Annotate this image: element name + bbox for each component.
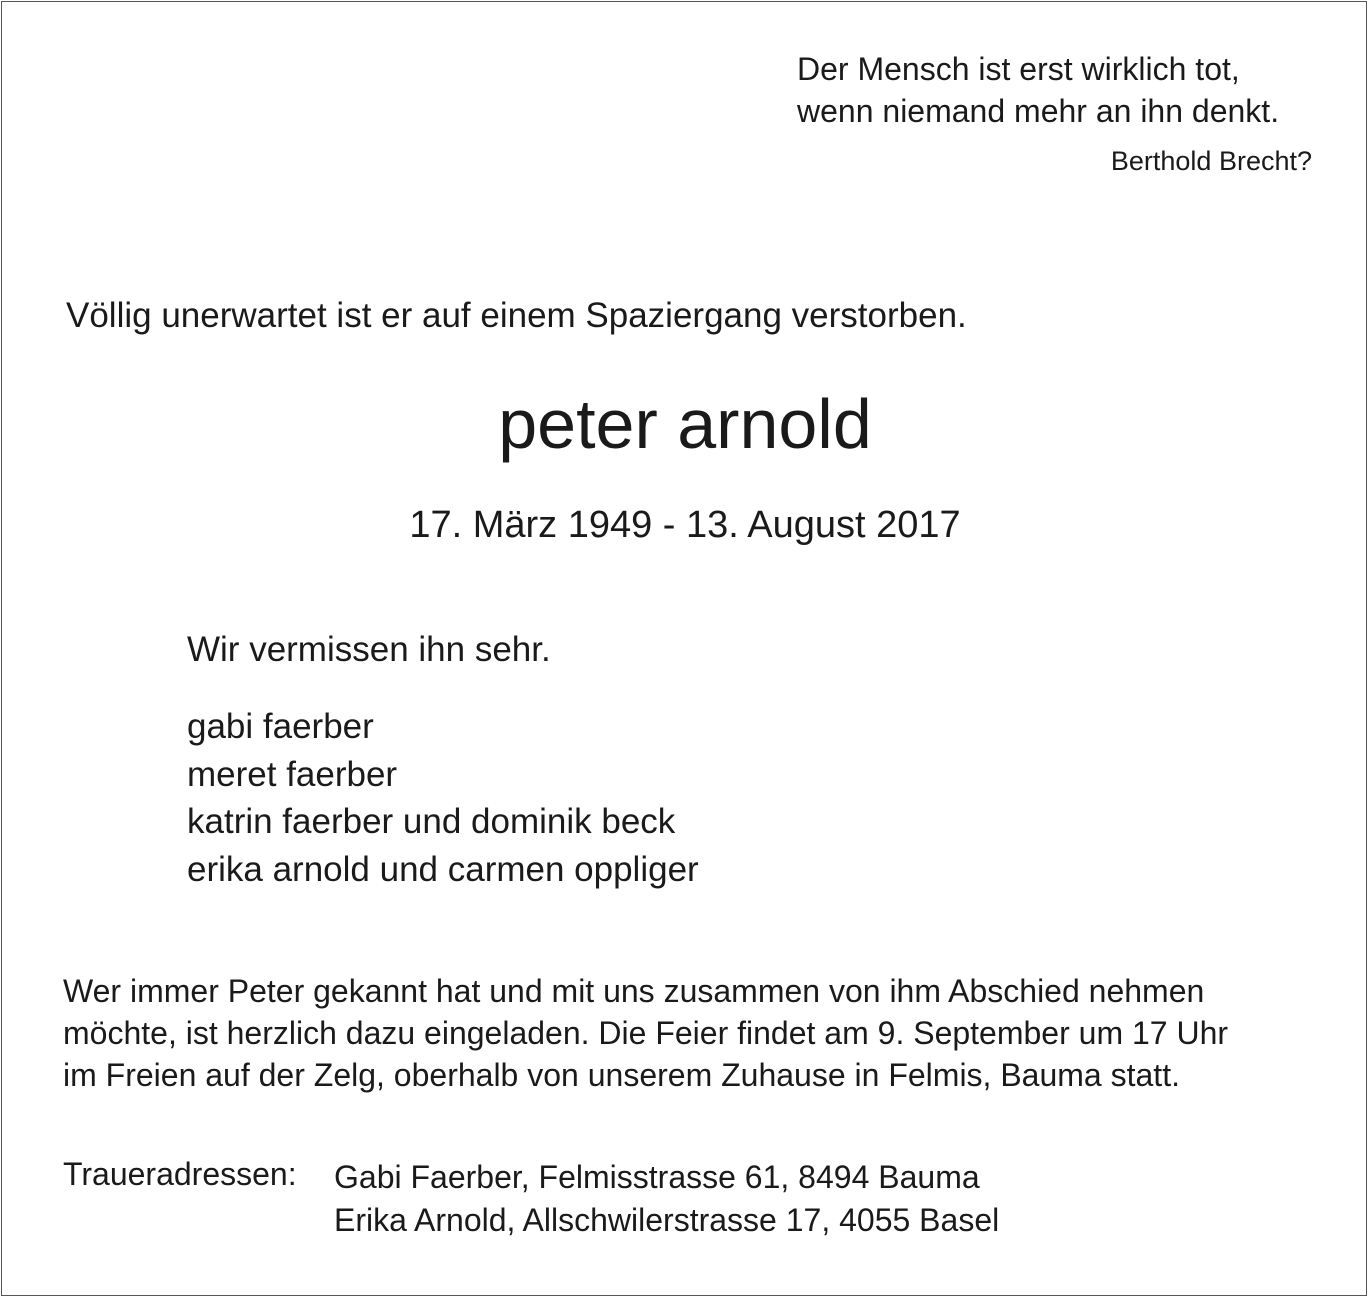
address-entry: Erika Arnold, Allschwilerstrasse 17, 4055 Basel: [334, 1202, 1000, 1238]
invitation-line: möchte, ist herzlich dazu eingeladen. Die Feier findet am 9. September um 17 Uhr: [63, 1015, 1229, 1051]
mourner-name: gabi faerber: [187, 707, 374, 746]
address-entry: Gabi Faerber, Felmisstrasse 61, 8494 Bauma: [334, 1159, 980, 1195]
invitation-line: im Freien auf der Zelg, oberhalb von unserem Zuhause in Felmis, Bauma statt.: [63, 1057, 1180, 1093]
mourner-name: meret faerber: [187, 754, 398, 794]
mourners-list: [187, 703, 699, 893]
miss-text: Wir vermissen ihn sehr.: [187, 630, 551, 669]
invitation-text: [63, 970, 1228, 1096]
addresses-label: Traueradressen:: [63, 1156, 297, 1192]
quote-line: wenn niemand mehr an ihn denkt.: [797, 93, 1280, 129]
addresses-list: [334, 1156, 999, 1242]
quote-author: Berthold Brecht?: [1110, 146, 1312, 176]
quote-line: Der Mensch ist erst wirklich tot,: [797, 51, 1240, 87]
intro-text: Völlig unerwartet ist er auf einem Spaziergang verstorben.: [66, 296, 967, 335]
life-dates: 17. März 1949 - 13. August 2017: [409, 504, 961, 546]
quote: [797, 48, 1279, 132]
deceased-name: peter arnold: [498, 385, 872, 463]
mourner-name: katrin faerber und dominik beck: [187, 802, 676, 841]
invitation-line: Wer immer Peter gekannt hat und mit uns zusammen von ihm Abschied nehmen: [63, 973, 1205, 1009]
mourner-name: erika arnold und carmen oppliger: [187, 849, 699, 889]
